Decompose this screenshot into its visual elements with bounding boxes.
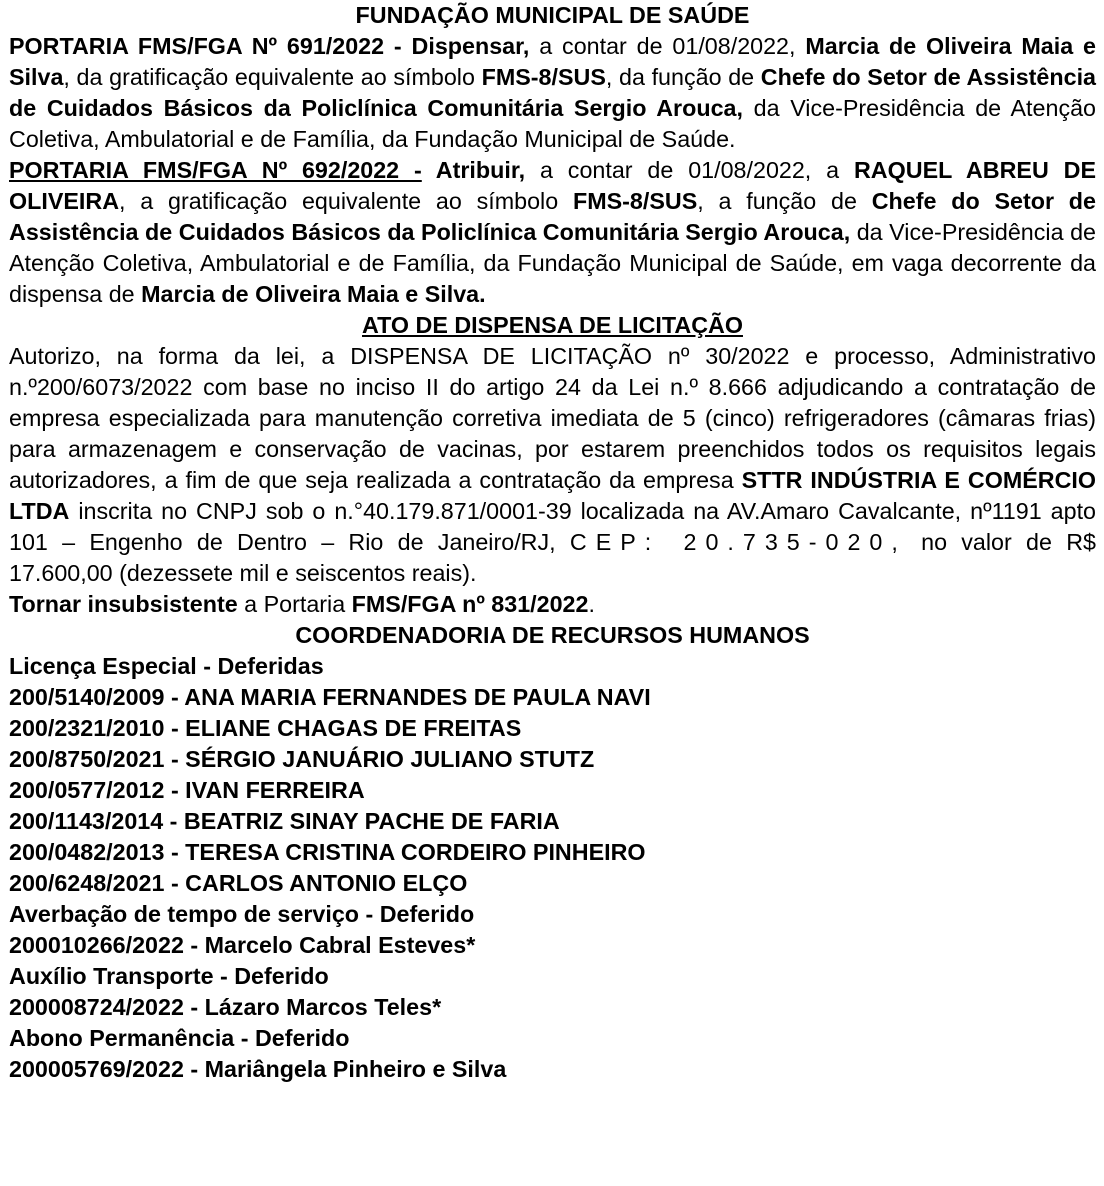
rh-entry: 200010266/2022 - Marcelo Cabral Esteves*	[9, 932, 476, 958]
portaria-691-role: Chefe do Setor de Assistência de Cuidados Básicos da Policlínica Comunitária Sergio Arouca,	[9, 64, 1097, 121]
rh-entry: 200005769/2022 - Mariângela Pinheiro e Silva	[9, 1056, 507, 1082]
rh-section-heading: Auxílio Transporte - Deferido	[9, 963, 329, 989]
rh-section-heading: Abono Permanência - Deferido	[9, 1025, 350, 1051]
portaria-691-symbol: FMS-8/SUS	[481, 64, 606, 90]
rh-title: COORDENADORIA DE RECURSOS HUMANOS	[295, 622, 810, 648]
header-title: FUNDAÇÃO MUNICIPAL DE SAÚDE	[355, 2, 750, 28]
portaria-692-role: Chefe do Setor de Assistência de Cuidados Básicos da Policlínica Comunitária Sergio Arouca,	[9, 188, 1096, 245]
rh-section-heading: Averbação de tempo de serviço - Deferido	[9, 901, 475, 927]
insubsistente-line: Tornar insubsistente a Portaria FMS/FGA nº 831/2022.	[9, 591, 595, 617]
portaria-692-prev-name: Marcia de Oliveira Maia e Silva.	[141, 281, 486, 307]
ato-company: STTR INDÚSTRIA E COMÉRCIO LTDA	[9, 467, 1097, 524]
portaria-691-paragraph: PORTARIA FMS/FGA Nº 691/2022 - Dispensar, a contar de 01/08/2022, Marcia de Oliveira Maia e Silva, da gratificação equivalente ao símbolo FMS-8/SUS, da função de Chefe do Setor de Assistência de Cuidados Básicos da Policlínica Comunitária Sergio Arouca, da Vice-Presidência de Atenção Coletiva, Ambulatorial e de Família, da Fundação Municipal de Saúde.	[9, 33, 1097, 152]
ato-cep: CEP: 20.735-020,	[569, 529, 907, 555]
portaria-692-paragraph: PORTARIA FMS/FGA Nº 692/2022 - Atribuir, a contar de 01/08/2022, a RAQUEL ABREU DE OLIVEIRA, a gratificação equivalente ao símbolo FMS-8/SUS, a função de Chefe do Setor de Assistência de Cuidados Básicos da Policlínica Comunitária Sergio Arouca, da Vice-Presidência de Atenção Coletiva, Ambulatorial e de Família, da Fundação Municipal de Saúde, em vaga decorrente da dispensa de Marcia de Oliveira Maia e Silva.	[9, 157, 1097, 307]
rh-section-heading: Licença Especial - Deferidas	[9, 653, 324, 679]
rh-entry: 200/0482/2013 - TERESA CRISTINA CORDEIRO PINHEIRO	[9, 839, 646, 865]
rh-entry: 200/1143/2014 - BEATRIZ SINAY PACHE DE FARIA	[9, 808, 560, 834]
rh-entry: 200/2321/2010 - ELIANE CHAGAS DE FREITAS	[9, 715, 522, 741]
portaria-692-symbol: FMS-8/SUS	[572, 188, 698, 214]
rh-entry: 200008724/2022 - Lázaro Marcos Teles*	[9, 994, 442, 1020]
rh-entry: 200/6248/2021 - CARLOS ANTONIO ELÇO	[9, 870, 468, 896]
rh-entry: 200/0577/2012 - IVAN FERREIRA	[9, 777, 365, 803]
portaria-691-name: Marcia de Oliveira Maia e Silva	[9, 33, 1096, 90]
ato-paragraph: Autorizo, na forma da lei, a DISPENSA DE LICITAÇÃO nº 30/2022 e processo, Administrativo n.º200/6073/2022 com base no inciso II do artigo 24 da Lei n.º 8.666 adjudicando a contratação de empresa especializada para manutenção corretiva imediata de 5 (cinco) refrigeradores (câmaras frias) para armazenagem e conservação de vacinas, por estarem preenchidos todos os requisitos legais autorizadores, a fim de que seja realizada a contratação da empresa STTR INDÚSTRIA E COMÉRCIO LTDA inscrita no CNPJ sob o n.°40.179.871/0001-39 localizada na AV.Amaro Cavalcante, nº1191 apto 101 – Engenho de Dentro – Rio de Janeiro/RJ, CEP: 20.735-020, no valor de R$ 17.600,00 (dezessete mil e seiscentos reais).	[9, 343, 1097, 586]
portaria-692-verb: Atribuir,	[421, 157, 526, 183]
portaria-691-ref: PORTARIA FMS/FGA Nº 691/2022 - Dispensar,	[9, 33, 530, 59]
ato-title: ATO DE DISPENSA DE LICITAÇÃO	[362, 312, 743, 338]
rh-entry: 200/8750/2021 - SÉRGIO JANUÁRIO JULIANO STUTZ	[9, 746, 595, 772]
rh-entry: 200/5140/2009 - ANA MARIA FERNANDES DE PAULA NAVI	[9, 684, 651, 710]
portaria-692-ref: PORTARIA FMS/FGA Nº 692/2022 -	[9, 157, 422, 183]
portaria-692-name: RAQUEL ABREU DE OLIVEIRA	[9, 157, 1097, 214]
